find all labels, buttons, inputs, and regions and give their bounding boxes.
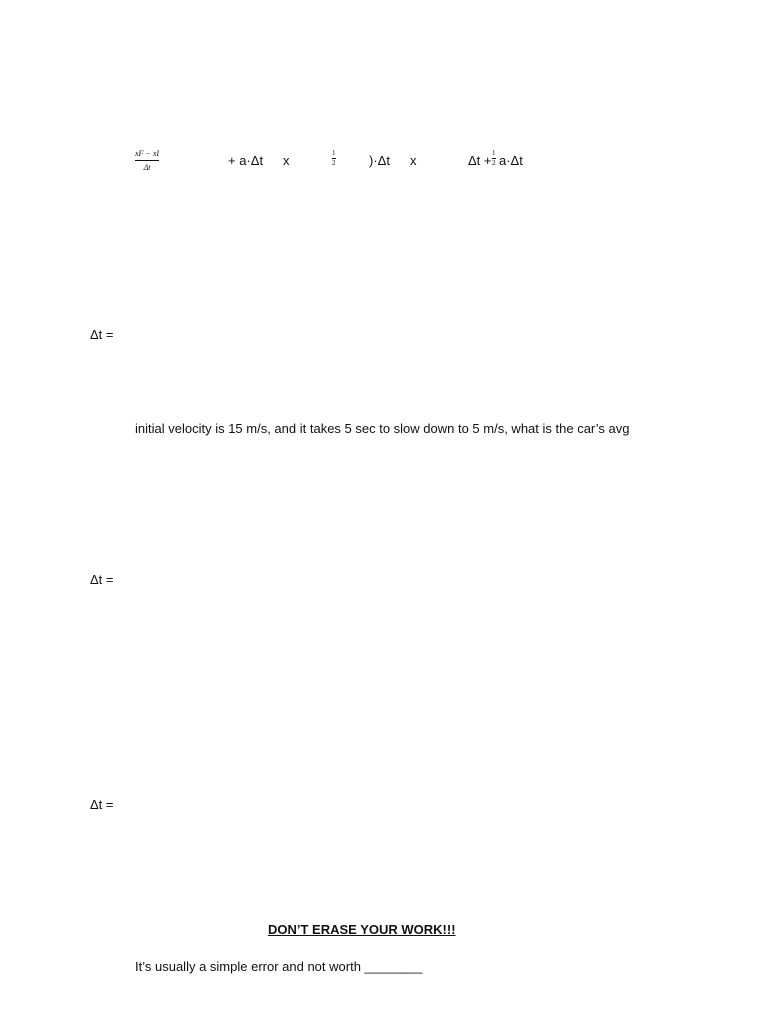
fraction-one-half-2 (492, 150, 496, 167)
term-dt-plus: Δt + (468, 153, 492, 168)
fraction-denominator: 2 (492, 159, 496, 167)
fraction-numerator: 1 (492, 149, 496, 157)
term-plus-a-dt: + a·Δt (228, 153, 264, 168)
fraction-one-half (332, 150, 336, 167)
fraction-numerator: 1 (332, 149, 336, 157)
delta-t-blank-1: Δt = (90, 327, 114, 342)
delta-t-blank-2: Δt = (90, 572, 114, 587)
footer-note: It’s usually a simple error and not worth ________ (135, 959, 423, 974)
delta-t-blank-3: Δt = (90, 797, 114, 812)
fraction-numerator: xF − xI (135, 149, 160, 158)
fraction-denominator: 2 (332, 159, 336, 167)
term-a-dt-2: a·Δt (499, 153, 523, 168)
term-x-2: x (410, 153, 417, 168)
fraction-bar (135, 160, 159, 161)
fraction-xf-minus-xi-over-dt (135, 150, 159, 172)
dont-erase-heading: DON’T ERASE YOUR WORK!!! (268, 922, 456, 937)
question-text: initial velocity is 15 m/s, and it takes 5 sec to slow down to 5 m/s, what is the car’s avg (135, 421, 630, 436)
term-x-1: x (283, 153, 290, 168)
term-paren-dt: )·Δt (369, 153, 390, 168)
fraction-denominator: Δt (143, 163, 151, 172)
